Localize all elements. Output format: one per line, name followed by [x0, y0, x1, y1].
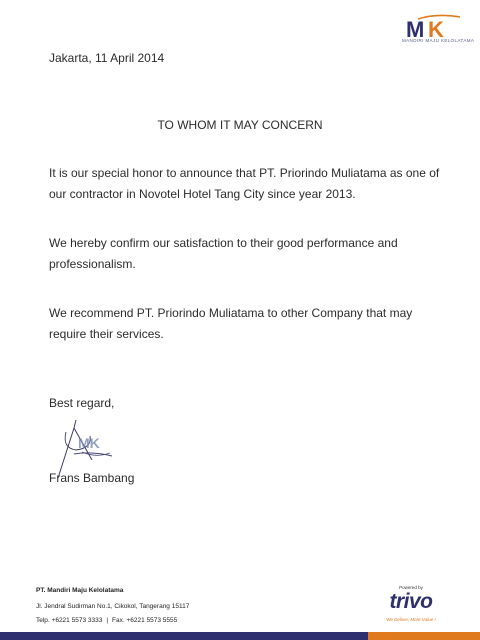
- footer-bar-navy: [0, 632, 368, 640]
- footer-address: Jl. Jendral Sudirman No.1, Cikokol, Tangerang 15117: [36, 603, 190, 610]
- footer-separator: |: [106, 617, 109, 624]
- letter-closing: Best regard,: [49, 396, 115, 410]
- footer-company: PT. Mandiri Maju Kelolatama: [36, 587, 124, 594]
- footer-phone: Telp. +6221 5573 3333: [36, 617, 103, 624]
- partner-powered-by: Powered by: [399, 585, 423, 590]
- footer-color-bar: [0, 630, 480, 640]
- signer-name: Frans Bambang: [49, 471, 135, 485]
- footer-contact: [36, 617, 177, 624]
- letter-paragraph: It is our special honor to announce that PT. Priorindo Muliatama as one of our contractor in Novotel Hotel Tang City since year 2013.: [49, 166, 440, 201]
- svg-text:M: M: [406, 17, 425, 42]
- mk-logo-icon: [404, 14, 462, 40]
- letter-paragraph: We recommend PT. Priorindo Muliatama to other Company that may require their services.: [49, 306, 413, 341]
- svg-text:K: K: [428, 17, 444, 42]
- partner-name: trivo: [389, 590, 433, 613]
- footer-fax: Fax. +6221 5573 5555: [112, 617, 178, 624]
- partner-logo: [376, 585, 446, 629]
- letter-paragraph: We hereby confirm our satisfaction to their good performance and professionalism.: [49, 236, 398, 271]
- partner-tagline: We Deliver, More Value !: [386, 617, 436, 622]
- letter-date: Jakarta, 11 April 2014: [49, 51, 165, 65]
- company-logo: [402, 14, 475, 48]
- svg-text:MK: MK: [78, 435, 100, 451]
- letter-salutation: TO WHOM IT MAY CONCERN: [157, 118, 323, 132]
- logo-subtitle: MANDIRI MAJU KELOLATAMA: [402, 38, 475, 43]
- footer-bar-orange: [368, 632, 480, 640]
